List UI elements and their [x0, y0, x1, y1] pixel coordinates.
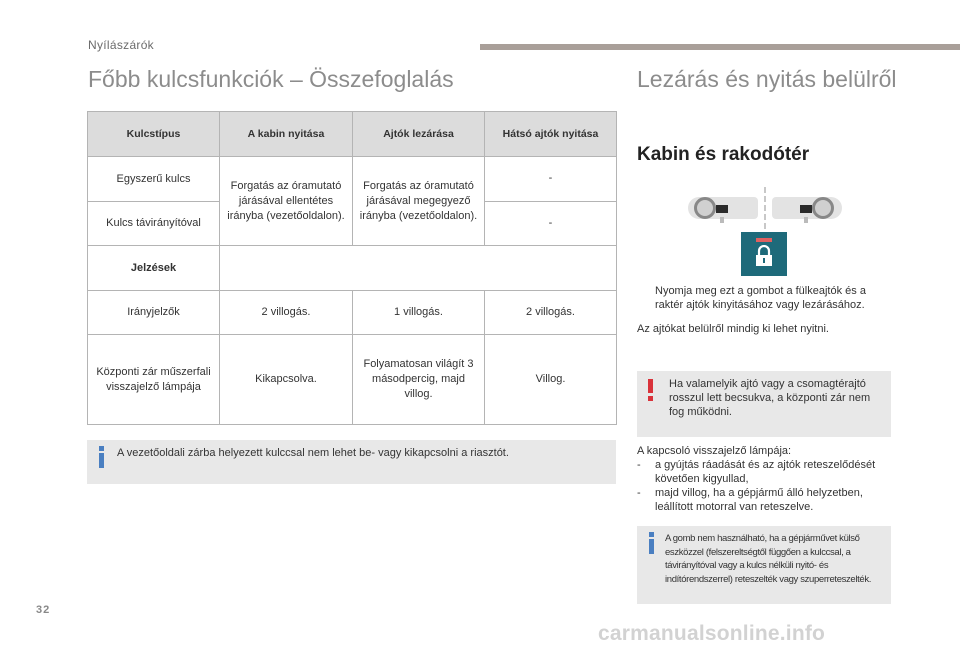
note-paragraph: Az ajtókat belülről mindig ki lehet nyitni. [637, 323, 829, 335]
separator-line [764, 187, 766, 229]
lamp-description [637, 444, 891, 514]
page-title-left: Főbb kulcsfunkciók – Összefoglalás [88, 66, 454, 92]
table-row [88, 157, 617, 202]
warning-icon [645, 377, 659, 437]
table-row [88, 291, 617, 335]
page-number: 32 [36, 604, 51, 616]
header-rear-open: Hátsó ajtók nyitása [485, 112, 617, 157]
key-functions-table [87, 111, 617, 425]
instruction-paragraph [637, 284, 891, 312]
steering-wheel-icon [694, 197, 716, 219]
header-rule [480, 44, 960, 50]
cell-indicators: Irányjelzők [88, 291, 220, 335]
cell-rear-dash: - [485, 202, 617, 246]
info-icon [95, 446, 109, 468]
cell-signals: Jelzések [88, 246, 220, 291]
cell-remote-key: Kulcs távirányítóval [88, 202, 220, 246]
cell-cabin-open-key: Forgatás az óramutató járásával ellentétes irányba (vezetőoldalon). [220, 157, 353, 246]
pointer-tick [804, 217, 808, 223]
warning-text: Ha valamelyik ajtó vagy a csomagtérajtó rosszul lett becsukva, a központi zár nem fog működni. [669, 378, 871, 418]
cell-signals-span [220, 246, 617, 291]
section-label: Nyílászárók [88, 38, 154, 52]
cell-indicators-cabin: 2 villogás. [220, 291, 353, 335]
steering-wheel-icon [812, 197, 834, 219]
dashboard-switch-icon [800, 205, 812, 213]
pointer-tick [720, 217, 724, 223]
header-doors-lock: Ajtók lezárása [353, 112, 485, 157]
table-row [88, 335, 617, 425]
dashboard-switch-icon [716, 205, 728, 213]
lamp-intro: A kapcsoló visszajelző lámpája: [637, 445, 792, 457]
table-header-row [88, 112, 617, 157]
warning-box [637, 371, 891, 437]
instruction-text: Nyomja meg ezt a gombot a fülkeajtók és a raktér ajtók kinyitásához vagy lezárásához. [655, 285, 866, 311]
info-box-superlock [637, 526, 891, 604]
lock-indicator-lamp [756, 238, 772, 242]
list-item: - majd villog, ha a gépjármű álló helyzetben, leállított motorral van reteszelve. [637, 486, 891, 514]
table-row [88, 246, 617, 291]
info-text-superlock: A gomb nem használható, ha a gépjárművet külső eszközzel (felszereltségtől függően a kulccsal, a távirányítóval vagy a kulcs nélküli nyitó- és indítórendszerrel) reteszelték vagy szuperreteszelték. [665, 533, 872, 585]
central-lock-button[interactable] [741, 232, 787, 276]
lamp-item-2: majd villog, ha a gépjármű álló helyzetben, leállított motorral van reteszelve. [655, 487, 863, 513]
header-key-type: Kulcstípus [88, 112, 220, 157]
cell-central-lock: Központi zár műszerfali visszajelző lámpája [88, 335, 220, 425]
cell-central-lock-lock: Folyamatosan világít 3 másodpercig, majd villog. [353, 335, 485, 425]
cell-simple-key: Egyszerű kulcs [88, 157, 220, 202]
header-cabin-open: A kabin nyitása [220, 112, 353, 157]
info-box-alarm [87, 440, 616, 484]
cell-central-lock-rear: Villog. [485, 335, 617, 425]
door-button-illustration [680, 185, 850, 277]
padlock-icon [754, 245, 774, 267]
instruction-marker [637, 284, 655, 312]
info-icon [645, 532, 659, 554]
page-title-right: Lezárás és nyitás belülről [637, 66, 897, 92]
lamp-item-1: a gyújtás ráadását és az ajtók reteszelődését követően kigyullad, [655, 459, 876, 485]
watermark: carmanualsonline.info [598, 622, 826, 645]
cell-doors-lock-key: Forgatás az óramutató járásával megegyező irányba (vezetőoldalon). [353, 157, 485, 246]
cell-rear-dash: - [485, 157, 617, 202]
info-text-alarm: A vezetőoldali zárba helyezett kulccsal nem lehet be- vagy kikapcsolni a riasztót. [117, 447, 509, 459]
cell-indicators-lock: 1 villogás. [353, 291, 485, 335]
cell-central-lock-cabin: Kikapcsolva. [220, 335, 353, 425]
list-item: - a gyújtás ráadását és az ajtók reteszelődését követően kigyullad, [637, 458, 891, 486]
cell-indicators-rear: 2 villogás. [485, 291, 617, 335]
section-subtitle: Kabin és rakodótér [637, 144, 810, 165]
